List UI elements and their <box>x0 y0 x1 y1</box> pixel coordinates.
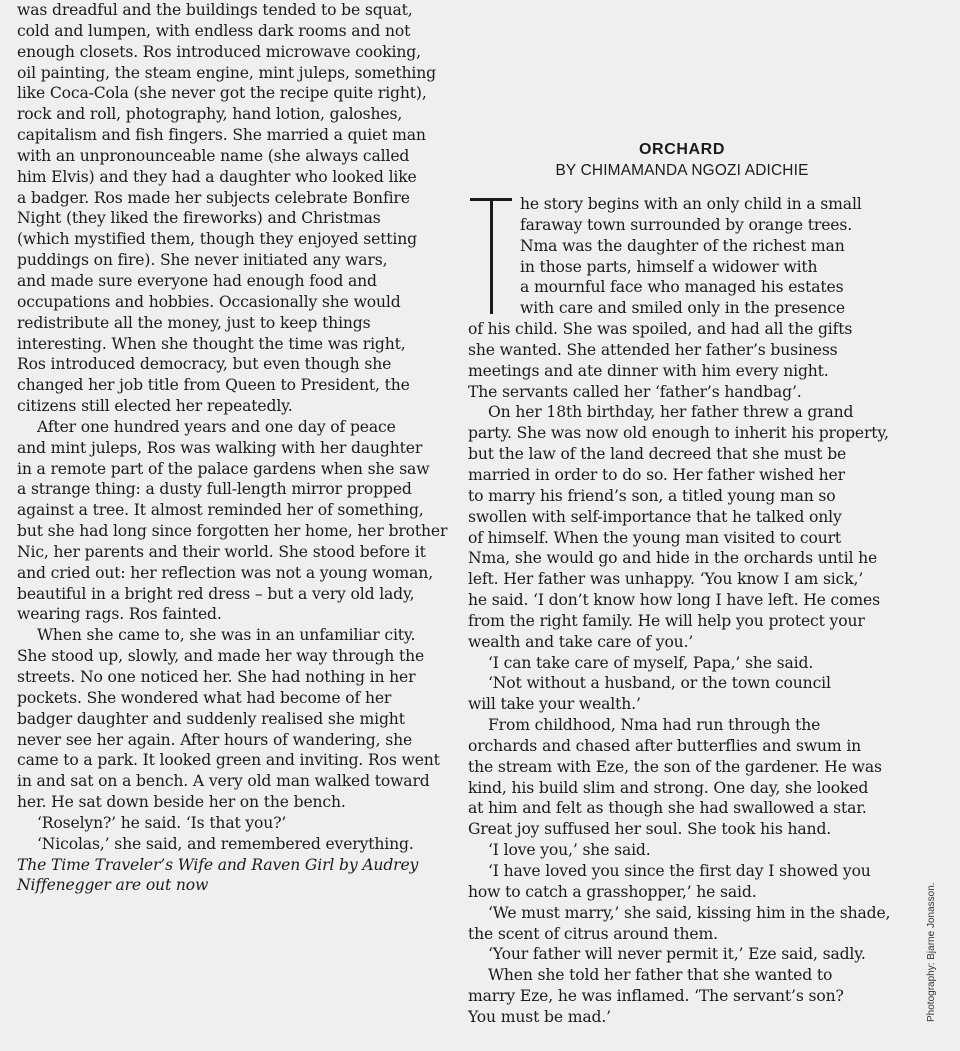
text-line: the stream with Eze, the son of the gardener. He was <box>468 757 882 776</box>
text-line: of his child. She was spoiled, and had all the gifts <box>468 320 853 339</box>
text-line: with an unpronounceable name (she always called <box>17 146 410 165</box>
text-line: with care and smiled only in the presence <box>520 299 845 318</box>
text-line: (which mystified them, though they enjoyed setting <box>17 230 417 249</box>
text-line: Night (they liked the fireworks) and Christmas <box>17 209 381 228</box>
text-line: The servants called her ‘father’s handbag’. <box>468 382 802 401</box>
text-line: a mournful face who managed his estates <box>520 278 844 297</box>
text-line: orchards and chased after butterflies and swum in <box>468 736 862 755</box>
text-line: rock and roll, photography, hand lotion, galoshes, <box>17 105 403 124</box>
text-line: beautiful in a bright red dress – but a very old lady, <box>17 584 415 603</box>
text-line: at him and felt as though she had swallowed a star. <box>468 799 867 818</box>
text-line: After one hundred years and one day of peace <box>37 417 396 436</box>
text-line: and cried out: her reflection was not a young woman, <box>17 563 434 582</box>
text-line: she wanted. She attended her father’s business <box>468 340 838 359</box>
text-line: pockets. She wondered what had become of her <box>17 688 392 707</box>
text-line: Niffenegger are out now <box>17 876 209 895</box>
text-line: ‘I can take care of myself, Papa,’ she said. <box>488 653 814 672</box>
text-line: a strange thing: a dusty full-length mirror propped <box>17 480 412 499</box>
story-byline: BY CHIMAMANDA NGOZI ADICHIE <box>555 162 809 179</box>
text-line: ‘Roselyn?’ he said. ‘Is that you?’ <box>37 813 287 832</box>
text-line: citizens still elected her repeatedly. <box>17 397 293 416</box>
text-line: She stood up, slowly, and made her way through the <box>17 647 425 666</box>
text-line: Nic, her parents and their world. She stood before it <box>17 542 426 561</box>
text-line: ‘I love you,’ she said. <box>488 841 651 860</box>
text-line: ‘I have loved you since the first day I showed you <box>488 862 871 880</box>
text-line: interesting. When she thought the time was right, <box>17 334 406 353</box>
text-line: When she came to, she was in an unfamiliar city. <box>37 626 416 645</box>
text-line: never see her again. After hours of wandering, she <box>17 730 413 749</box>
text-line: swollen with self-importance that he talked only <box>468 507 842 526</box>
text-line: changed her job title from Queen to President, the <box>17 376 410 395</box>
text-line: kind, his build slim and strong. One day, she looked <box>468 778 869 797</box>
text-line: Ros introduced democracy, but even though she <box>17 355 392 374</box>
text-line: he story begins with an only child in a small <box>520 195 862 213</box>
text-line: in a remote part of the palace gardens when she saw <box>17 459 430 478</box>
text-line: was dreadful and the buildings tended to be squat, <box>17 1 413 19</box>
text-line: occupations and hobbies. Occasionally she would <box>17 292 401 311</box>
text-line: will take your wealth.’ <box>468 695 641 714</box>
text-line: married in order to do so. Her father wished her <box>468 465 845 484</box>
text-line: badger daughter and suddenly realised she might <box>17 709 405 728</box>
text-line: marry Eze, he was inflamed. ‘The servant’s son? <box>468 987 844 1006</box>
text-line: ‘Nicolas,’ she said, and remembered everything. <box>37 834 414 853</box>
text-line: From childhood, Nma had run through the <box>488 716 821 735</box>
text-line: faraway town surrounded by orange trees. <box>520 215 853 234</box>
text-line: and made sure everyone had enough food and <box>17 271 377 290</box>
text-line: ‘Your father will never permit it,’ Eze said, sadly. <box>488 945 866 964</box>
text-line: capitalism and fish fingers. She married a quiet man <box>17 126 426 145</box>
text-line: left. Her father was unhappy. ‘You know I am sick,’ <box>468 570 864 589</box>
text-line: he said. ‘I don’t know how long I have left. He comes <box>468 591 880 610</box>
text-line: The Time Traveler’s Wife and Raven Girl by Audrey <box>17 855 419 874</box>
text-line: cold and lumpen, with endless dark rooms and not <box>17 21 411 40</box>
text-line: Nma was the daughter of the richest man <box>520 236 845 255</box>
text-line: streets. No one noticed her. She had nothing in her <box>17 668 416 686</box>
text-line: of himself. When the young man visited to court <box>468 528 842 547</box>
text-line: party. She was now old enough to inherit his property, <box>468 424 889 443</box>
text-line: how to catch a grasshopper,’ he said. <box>468 882 757 901</box>
text-line: and mint juleps, Ros was walking with her daughter <box>17 438 423 457</box>
right-column <box>468 194 896 1028</box>
text-line: from the right family. He will help you protect your <box>468 611 865 630</box>
text-line: oil painting, the steam engine, mint juleps, something <box>17 63 436 82</box>
text-line: but she had long since forgotten her home, her brother <box>17 522 448 541</box>
text-line: wearing rags. Ros fainted. <box>17 605 222 624</box>
text-line: in and sat on a bench. A very old man walked toward <box>17 772 430 791</box>
text-line: her. He sat down beside her on the bench. <box>17 793 346 812</box>
text-line: came to a park. It looked green and inviting. Ros went <box>17 751 440 770</box>
text-line: Nma, she would go and hide in the orchards until he <box>468 549 878 568</box>
text-line: to marry his friend’s son, a titled young man so <box>468 486 836 505</box>
text-line: the scent of citrus around them. <box>468 924 718 943</box>
text-line: wealth and take care of you.’ <box>468 632 694 651</box>
photo-credit: Photography: Bjarne Jonasson. <box>926 882 937 1022</box>
text-line: puddings on fire). She never initiated any wars, <box>17 251 388 270</box>
text-line: ‘Not without a husband, or the town council <box>488 674 831 693</box>
text-line: enough closets. Ros introduced microwave cooking, <box>17 42 421 61</box>
text-line: meetings and ate dinner with him every night. <box>468 361 829 380</box>
text-line: Great joy suffused her soul. She took his hand. <box>468 820 832 839</box>
text-line: like Coca-Cola (she never got the recipe quite right), <box>17 84 427 103</box>
text-line: in those parts, himself a widower with <box>520 257 818 276</box>
text-line: redistribute all the money, just to keep things <box>17 313 371 332</box>
text-line: On her 18th birthday, her father threw a grand <box>488 403 854 422</box>
text-line: a badger. Ros made her subjects celebrate Bonfire <box>17 188 410 207</box>
text-line: against a tree. It almost reminded her of something, <box>17 501 424 520</box>
text-line: but the law of the land decreed that she must be <box>468 445 847 464</box>
text-line: ‘We must marry,’ she said, kissing him in the shade, <box>488 903 891 922</box>
text-line: him Elvis) and they had a daughter who looked like <box>17 167 417 186</box>
story-title: ORCHARD <box>639 141 725 158</box>
left-column <box>17 0 448 896</box>
text-line: When she told her father that she wanted to <box>488 966 833 985</box>
text-line: You must be mad.’ <box>468 1007 611 1026</box>
